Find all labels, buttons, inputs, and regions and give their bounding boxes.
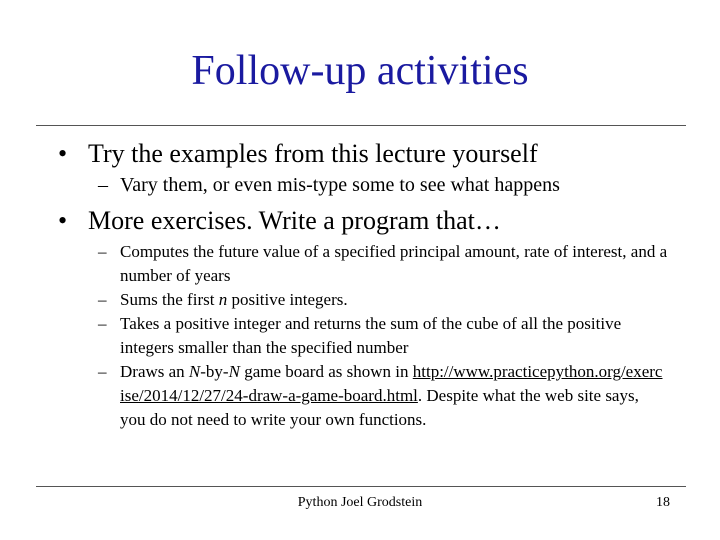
exercise-sum-integers xyxy=(98,288,678,312)
variable-n: n xyxy=(218,290,228,309)
bullet-text: More exercises. Write a program that… xyxy=(88,206,501,235)
variable-N: N xyxy=(228,362,240,381)
dash-glyph: – xyxy=(98,174,108,196)
exercise-game-board xyxy=(98,360,678,432)
exercise-text: Takes a positive integer and returns the sum of the cube of all the positive integers smaller than the specified number xyxy=(120,314,622,357)
dash-glyph: – xyxy=(98,290,107,309)
bullet-more-exercises xyxy=(58,206,501,236)
footer-author: Python Joel Grodstein xyxy=(297,495,423,510)
variable-N: N xyxy=(188,362,201,381)
dash-glyph: – xyxy=(98,314,107,333)
practicepython-link[interactable]: http://www.practicepython.org/exercise/2014/12/27/24-draw-a-game-board.html xyxy=(120,362,663,405)
exercise-sum-cubes xyxy=(98,312,678,360)
bullet-text: Try the examples from this lecture yourself xyxy=(88,139,538,168)
dash-glyph: – xyxy=(98,242,107,261)
exercise-text: Computes the future value of a specified principal amount, rate of interest, and a number of years xyxy=(120,242,668,285)
exercise-text: Draws an N-by-N game board as shown in http://www.practicepython.org/exercise/2014/12/27/24-draw-a-game-board.html. Despite what the web site says, you do not need to write your own functions. xyxy=(120,362,663,429)
exercise-future-value xyxy=(98,240,678,288)
bullet-try-examples xyxy=(58,139,538,169)
bottom-divider xyxy=(36,486,686,487)
bullet-glyph: • xyxy=(58,206,68,235)
dash-glyph: – xyxy=(98,362,107,381)
sub-bullet-vary xyxy=(98,173,560,197)
sub-bullet-text: Vary them, or even mis-type some to see what happens xyxy=(120,174,560,196)
exercise-text: Sums the first n positive integers. xyxy=(120,290,348,309)
top-divider xyxy=(36,125,686,126)
page-number: 18 xyxy=(656,495,670,510)
bullet-glyph: • xyxy=(58,139,68,168)
slide-title: Follow-up activities xyxy=(191,48,529,94)
